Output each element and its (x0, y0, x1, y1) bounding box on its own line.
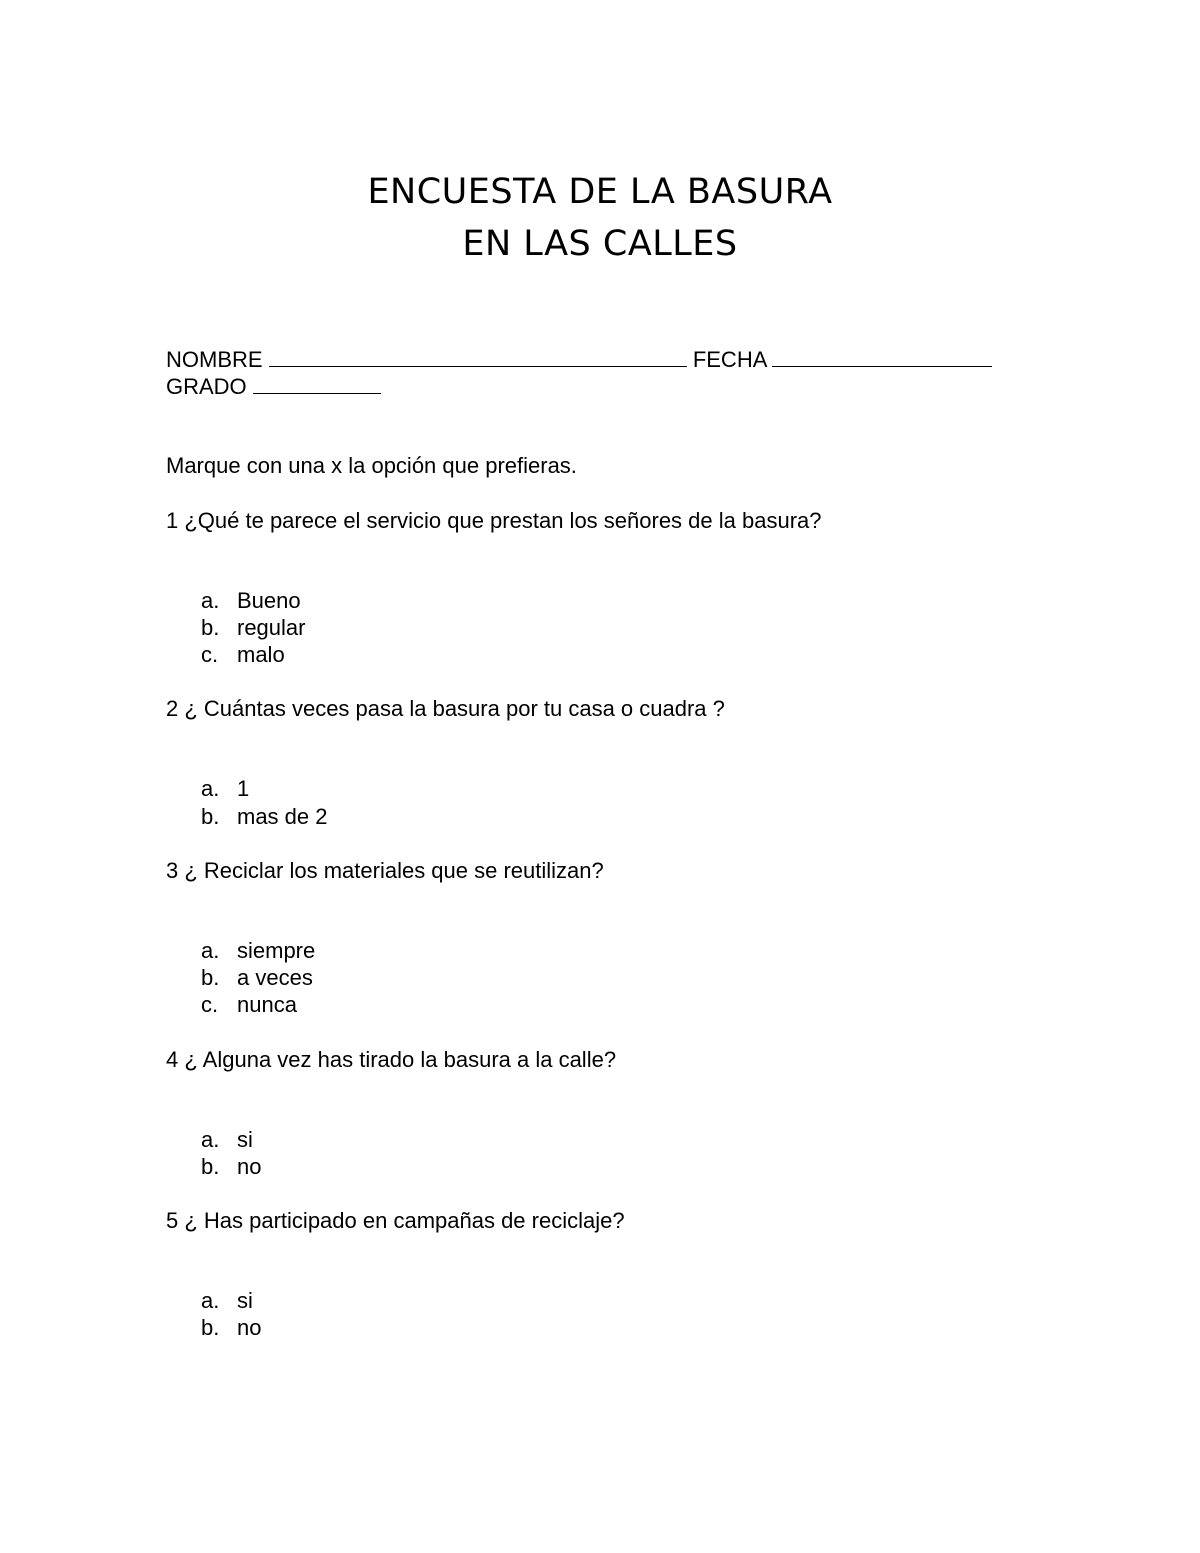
title-line-1: ENCUESTA DE LA BASURA (367, 172, 833, 212)
option-text: mas de 2 (237, 804, 328, 829)
fecha-label: FECHA (692, 347, 767, 372)
option-text: si (237, 1127, 253, 1152)
option-text: nunca (237, 992, 297, 1017)
option-letter: a. (201, 938, 220, 963)
option-text: siempre (237, 938, 316, 963)
option-letter: b. (201, 804, 220, 829)
title-line-2: EN LAS CALLES (462, 224, 738, 264)
question-4: 4 ¿ Alguna vez has tirado la basura a la calle? (166, 1047, 617, 1072)
option-text: no (237, 1154, 262, 1179)
grado-field[interactable] (253, 375, 381, 394)
question-3: 3 ¿ Reciclar los materiales que se reutilizan? (166, 858, 604, 883)
option-letter: c. (201, 642, 219, 667)
option-text: malo (237, 642, 285, 667)
question-5: 5 ¿ Has participado en campañas de reciclaje? (166, 1208, 625, 1233)
question-2: 2 ¿ Cuántas veces pasa la basura por tu casa o cuadra ? (166, 696, 725, 721)
option-letter: b. (201, 615, 220, 640)
option-letter: a. (201, 1127, 220, 1152)
nombre-fecha-row (166, 347, 992, 373)
option-letter: a. (201, 588, 220, 613)
option-text: 1 (237, 776, 250, 801)
option-letter: a. (201, 1288, 220, 1313)
option-letter: c. (201, 992, 219, 1017)
option-text: a veces (237, 965, 313, 990)
nombre-field[interactable] (269, 348, 687, 367)
option-text: no (237, 1315, 262, 1340)
nombre-label: NOMBRE (166, 347, 263, 372)
question-1: 1 ¿Qué te parece el servicio que prestan los señores de la basura? (166, 508, 822, 533)
option-letter: b. (201, 1315, 220, 1340)
option-text: regular (237, 615, 306, 640)
grado-row (166, 374, 381, 400)
option-text: Bueno (237, 588, 301, 613)
option-letter: b. (201, 1154, 220, 1179)
option-text: si (237, 1288, 253, 1313)
option-letter: b. (201, 965, 220, 990)
instructions: Marque con una x la opción que prefieras. (166, 453, 577, 478)
grado-label: GRADO (166, 374, 247, 399)
option-letter: a. (201, 776, 220, 801)
fecha-field[interactable] (772, 348, 992, 367)
